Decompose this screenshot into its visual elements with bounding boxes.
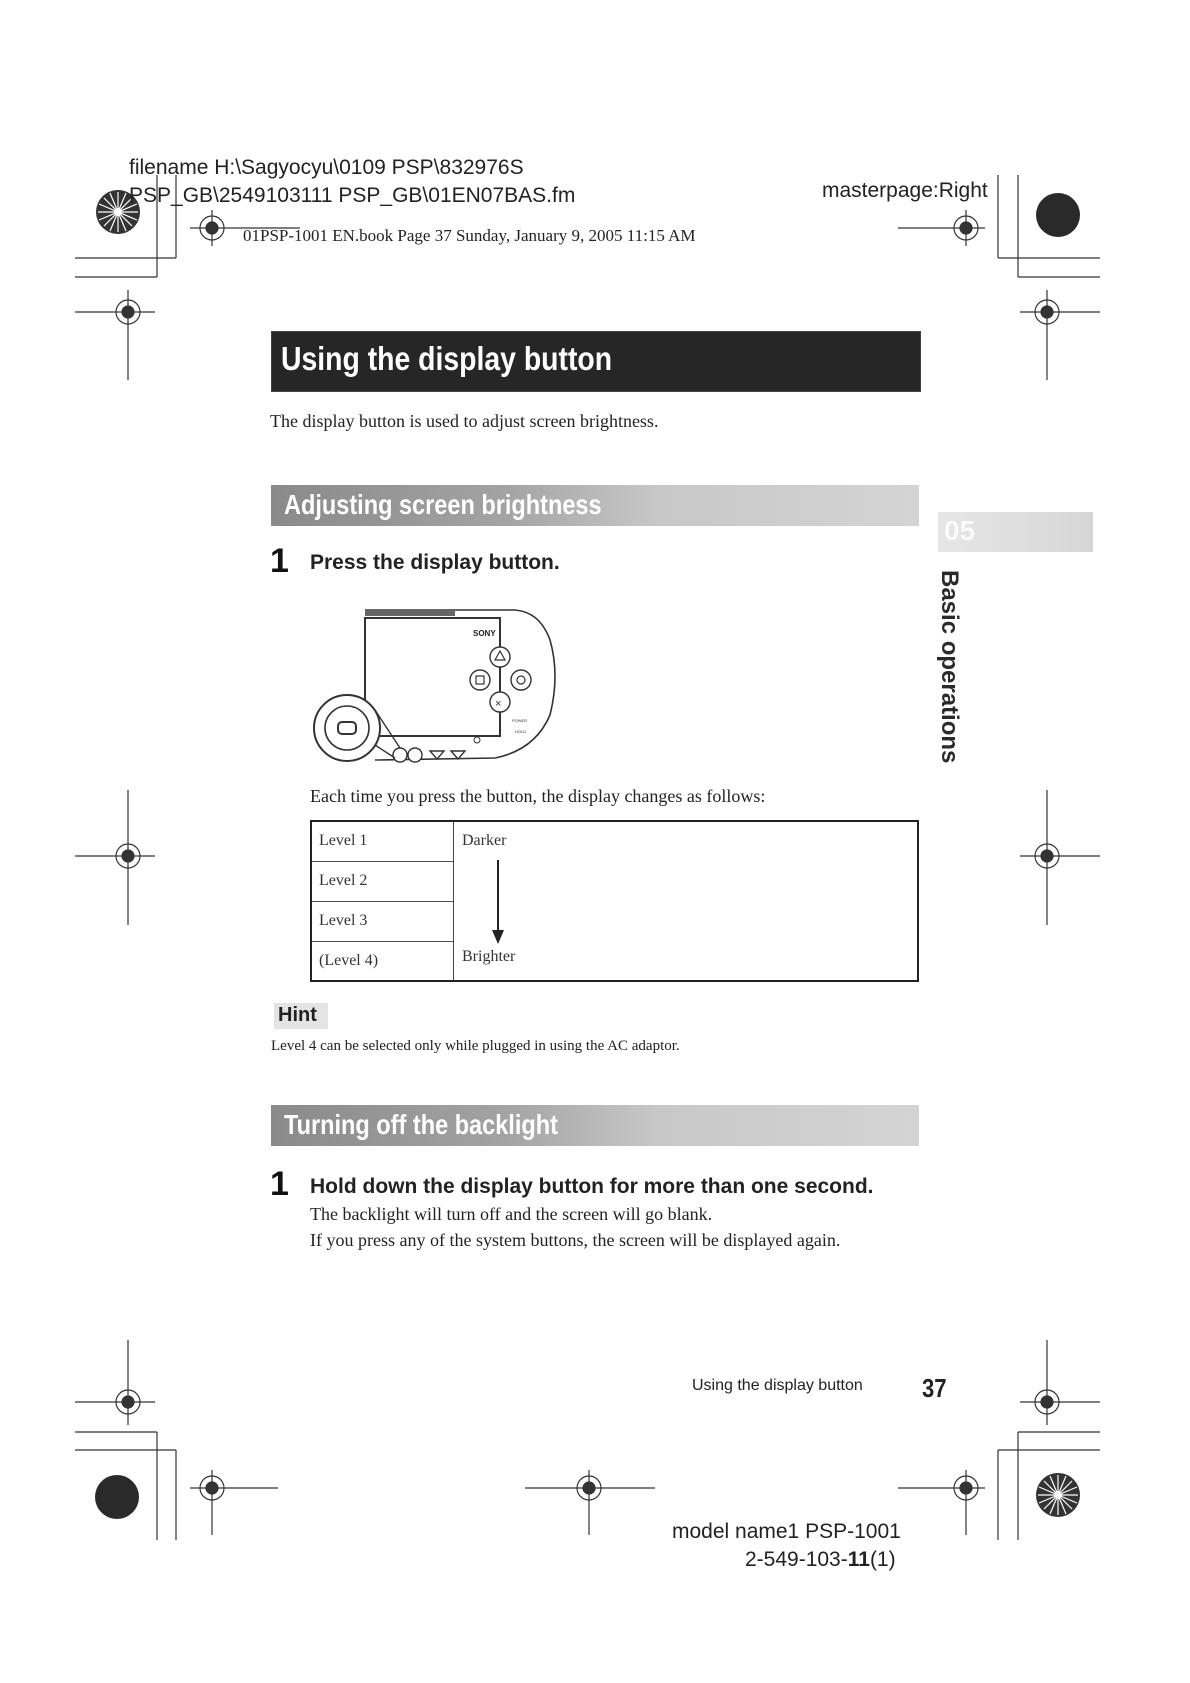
crosshair-left-middle (75, 790, 155, 925)
svg-text:×: × (495, 698, 502, 710)
brightness-level-table (310, 820, 919, 982)
model-code-prefix: 2-549-103- (745, 1548, 848, 1571)
step-number-backlight: 1 (270, 1165, 289, 1203)
filename-slug-line2: PSP_GB\2549103111 PSP_GB\01EN07BAS.fm (129, 184, 576, 207)
chapter-tab-number: 05 (944, 515, 976, 546)
brightness-caption: Each time you press the button, the display changes as follows: (310, 786, 766, 806)
backlight-line-1: The backlight will turn off and the screen will go blank. (310, 1204, 713, 1224)
page-title: Using the display button (281, 340, 613, 377)
level-3-cell: Level 3 (319, 912, 368, 929)
hint-text: Level 4 can be selected only while plugged in using the AC adaptor. (271, 1038, 680, 1054)
step-text-brightness: Press the display button. (310, 551, 560, 574)
solid-dot-mark-top-right (1036, 193, 1080, 237)
level-4-cell: (Level 4) (319, 952, 379, 969)
step-text-backlight: Hold down the display button for more than one second. (310, 1175, 874, 1198)
step-number-brightness: 1 (270, 542, 289, 580)
footer-section-title: Using the display button (692, 1377, 863, 1394)
page-number: 37 (922, 1373, 947, 1403)
masterpage-label: masterpage:Right (822, 179, 988, 202)
crosshair-right-middle (1020, 790, 1100, 925)
section-heading-backlight: Turning off the backlight (284, 1109, 558, 1140)
level-1-cell: Level 1 (319, 832, 368, 849)
hold-label: HOLD (515, 729, 527, 734)
crosshair-bottom-right-inner (898, 1470, 985, 1535)
crosshair-right-upper (1020, 290, 1100, 380)
scale-brighter-label: Brighter (462, 948, 516, 965)
model-code-bold: 11 (847, 1548, 870, 1571)
hint-label: Hint (278, 1004, 317, 1026)
backlight-line-2: If you press any of the system buttons, the screen will be displayed again. (310, 1230, 841, 1250)
model-name-line: model name1 PSP-1001 (672, 1520, 901, 1543)
filename-slug-line1: filename H:\Sagyocyu\0109 PSP\832976S (129, 156, 524, 179)
level-column (312, 822, 454, 980)
psp-device-illustration (305, 600, 565, 780)
crosshair-left-upper (75, 290, 155, 380)
book-info-line: 01PSP-1001 EN.book Page 37 Sunday, January 9, 2005 11:15 AM (243, 226, 696, 245)
level-2-cell: Level 2 (319, 872, 368, 889)
solid-dot-mark-bottom-left (95, 1475, 139, 1519)
section-heading-brightness: Adjusting screen brightness (284, 489, 602, 520)
crosshair-bottom-left-inner (190, 1470, 278, 1535)
crosshair-top-right-inner (898, 210, 985, 246)
chapter-side-label: Basic operations (936, 570, 963, 764)
model-code-line (745, 1548, 896, 1572)
crosshair-left-lower (75, 1340, 155, 1425)
power-label: POWER (512, 718, 528, 723)
crosshair-bottom-center (525, 1470, 655, 1535)
device-brand: SONY (473, 629, 496, 638)
down-arrow-icon (488, 860, 508, 950)
model-code-suffix: (1) (869, 1548, 896, 1571)
crosshair-right-lower (1020, 1340, 1100, 1425)
sunburst-mark-bottom-right (1036, 1473, 1080, 1517)
intro-paragraph: The display button is used to adjust screen brightness. (270, 411, 659, 431)
scale-darker-label: Darker (462, 832, 507, 849)
